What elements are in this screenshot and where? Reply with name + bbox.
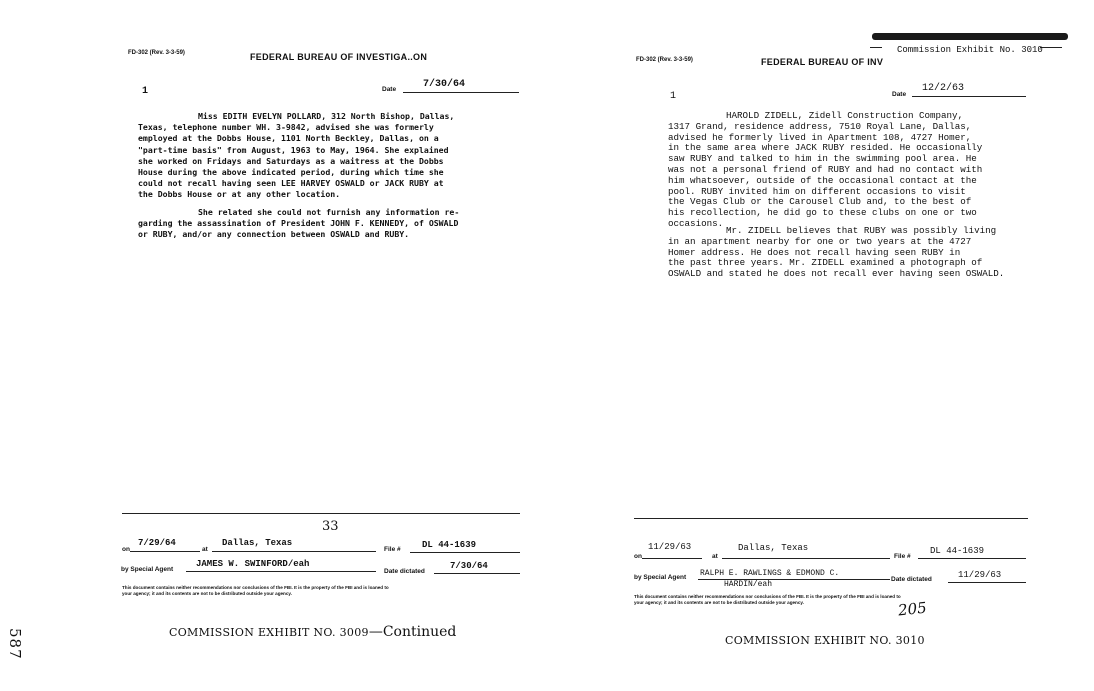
- left-p1-line: employed at the Dobbs House, 1101 North Beckley, Dallas, on a: [138, 133, 439, 144]
- left-file-label: File #: [384, 546, 401, 553]
- left-fbi-notice: [122, 585, 389, 597]
- right-p1-line: saw RUBY and talked to him in the swimming pool area. He: [668, 153, 977, 165]
- right-notice-line: This document contains neither recommendations nor conclusions of the FBI. It is the property of the FBI and is loaned to: [634, 594, 901, 599]
- left-p1-line: she worked on Fridays and Saturdays as a waitress at the Dobbs: [138, 155, 444, 166]
- left-page-number: 1: [142, 86, 149, 97]
- left-interview-date: 7/29/64: [138, 538, 176, 548]
- right-on-label: on: [634, 553, 642, 560]
- right-form-code: FD-302 (Rev. 3-3-59): [636, 57, 693, 63]
- right-agent-line-2: HARDIN/eah: [724, 580, 773, 589]
- right-p2-line: the past three years. Mr. ZIDELL examined a photograph of: [668, 257, 983, 269]
- right-p1-line: the Vegas Club or the Carousel Club and, to the best of: [668, 196, 972, 208]
- left-p1-line: "part-time basis" from August, 1963 to May, 1964. She explained: [138, 144, 449, 155]
- left-notice-line: your agency; it and its contents are not to be distributed outside your agency.: [122, 591, 292, 596]
- right-agent-label: by Special Agent: [634, 574, 687, 581]
- right-p1-line: advised he formerly lived in Apartment 108, 4727 Homer,: [668, 131, 972, 143]
- right-notice-line: your agency; it and its contents are not to be distributed outside your agency.: [634, 600, 804, 605]
- right-p1-line: pool. RUBY invited him on different occasions to visit: [668, 185, 966, 197]
- left-on-label: on: [122, 546, 130, 553]
- right-paragraph-2: [668, 226, 1004, 280]
- right-p1-line: his recollection, he did go to these clubs on one or two: [668, 207, 977, 219]
- left-p2-line: She related she could not furnish any information re-: [198, 207, 460, 217]
- right-dictated-label: Date dictated: [891, 576, 932, 583]
- left-date-label: Date: [382, 86, 397, 93]
- left-location: Dallas, Texas: [222, 538, 293, 548]
- left-p1-line: could not recall having seen LEE HARVEY OSWALD or JACK RUBY at: [138, 178, 444, 189]
- right-paragraph-1: [668, 111, 982, 230]
- right-p1-line: him whatsoever, outside of the occasional contact at the: [668, 174, 977, 186]
- left-dictated-label: Date dictated: [384, 568, 425, 575]
- left-p1-line: House during the above indicated period, during which time she: [138, 167, 444, 178]
- right-p2-line: Homer address. He does not recall having seen RUBY in: [668, 246, 961, 258]
- side-page-number: 587: [6, 628, 24, 660]
- right-p2-line: in an apartment nearby for one or two years at the 4727: [668, 235, 972, 247]
- right-p1-line: in the same area where JACK RUBY resided. He occasionally: [668, 142, 983, 154]
- right-fbi-notice: [634, 594, 901, 606]
- left-caption-main: COMMISSION EXHIBIT NO. 3009: [169, 626, 369, 639]
- right-at-label: at: [712, 553, 718, 560]
- right-agent-line-1: RALPH E. RAWLINGS & EDMOND C.: [700, 569, 840, 578]
- right-file-label: File #: [894, 553, 911, 560]
- right-p2-line: OSWALD and stated he does not recall ever having seen OSWALD.: [668, 268, 1005, 280]
- left-notice-line: This document contains neither recommendations nor conclusions of the FBI. It is the property of the FBI and is loaned to: [122, 585, 389, 590]
- left-exhibit-caption: [169, 624, 456, 640]
- right-p1-line: 1317 Grand, residence address, 7510 Royal Lane, Dallas,: [668, 120, 972, 132]
- left-p2-line: garding the assassination of President JOHN F. KENNEDY, of OSWALD: [138, 218, 459, 229]
- right-date-label: Date: [892, 91, 907, 98]
- left-stamp-number: 33: [322, 519, 339, 534]
- left-agent-name: JAMES W. SWINFORD/eah: [196, 559, 310, 569]
- right-date-value: 12/2/63: [922, 83, 965, 94]
- right-dictated-date: 11/29/63: [958, 570, 1002, 580]
- right-exhibit-stamp: Commission Exhibit No. 3010: [897, 45, 1043, 55]
- right-handwritten-number: 205: [897, 598, 928, 620]
- right-p2-line: Mr. ZIDELL believes that RUBY was possibly living: [726, 225, 997, 236]
- right-p1-line: was not a personal friend of RUBY and had no contact with: [668, 163, 983, 175]
- right-caption-main: COMMISSION EXHIBIT NO. 3010: [725, 634, 925, 647]
- left-file-number: DL 44-1639: [422, 540, 477, 550]
- left-p1-line: Texas, telephone number WH. 3-9842, advised she was formerly: [138, 122, 434, 133]
- left-p1-line: the Dobbs House or at any other location.: [138, 189, 341, 200]
- left-agency-header: FEDERAL BUREAU OF INVESTIGA..ON: [250, 52, 428, 62]
- left-separator-rule: [122, 513, 520, 514]
- left-p1-line: Miss EDITH EVELYN POLLARD, 312 North Bishop, Dallas,: [198, 111, 455, 121]
- right-top-bar: [872, 33, 1068, 40]
- right-interview-date: 11/29/63: [648, 542, 692, 552]
- left-paragraph-1: [138, 111, 454, 201]
- left-agent-label: by Special Agent: [121, 566, 174, 573]
- right-agency-header: FEDERAL BUREAU OF INV: [761, 57, 884, 67]
- right-p1-line: HAROLD ZIDELL, Zidell Construction Company,: [726, 110, 964, 121]
- left-at-label: at: [202, 546, 208, 553]
- left-p2-line: or RUBY, and/or any connection between OSWALD and RUBY.: [138, 229, 410, 240]
- right-file-number: DL 44-1639: [930, 546, 985, 556]
- left-paragraph-2: [138, 207, 459, 241]
- right-page-number: 1: [670, 91, 677, 102]
- left-form-code: FD-302 (Rev. 3-3-59): [128, 50, 185, 56]
- left-dictated-date: 7/30/64: [450, 561, 488, 571]
- right-separator-rule: [634, 518, 1028, 519]
- right-location: Dallas, Texas: [738, 543, 809, 553]
- left-caption-continued: —Continued: [368, 624, 457, 640]
- right-exhibit-caption: [725, 632, 925, 648]
- left-date-value: 7/30/64: [423, 79, 466, 90]
- right-p1-line: occasions.: [668, 217, 724, 229]
